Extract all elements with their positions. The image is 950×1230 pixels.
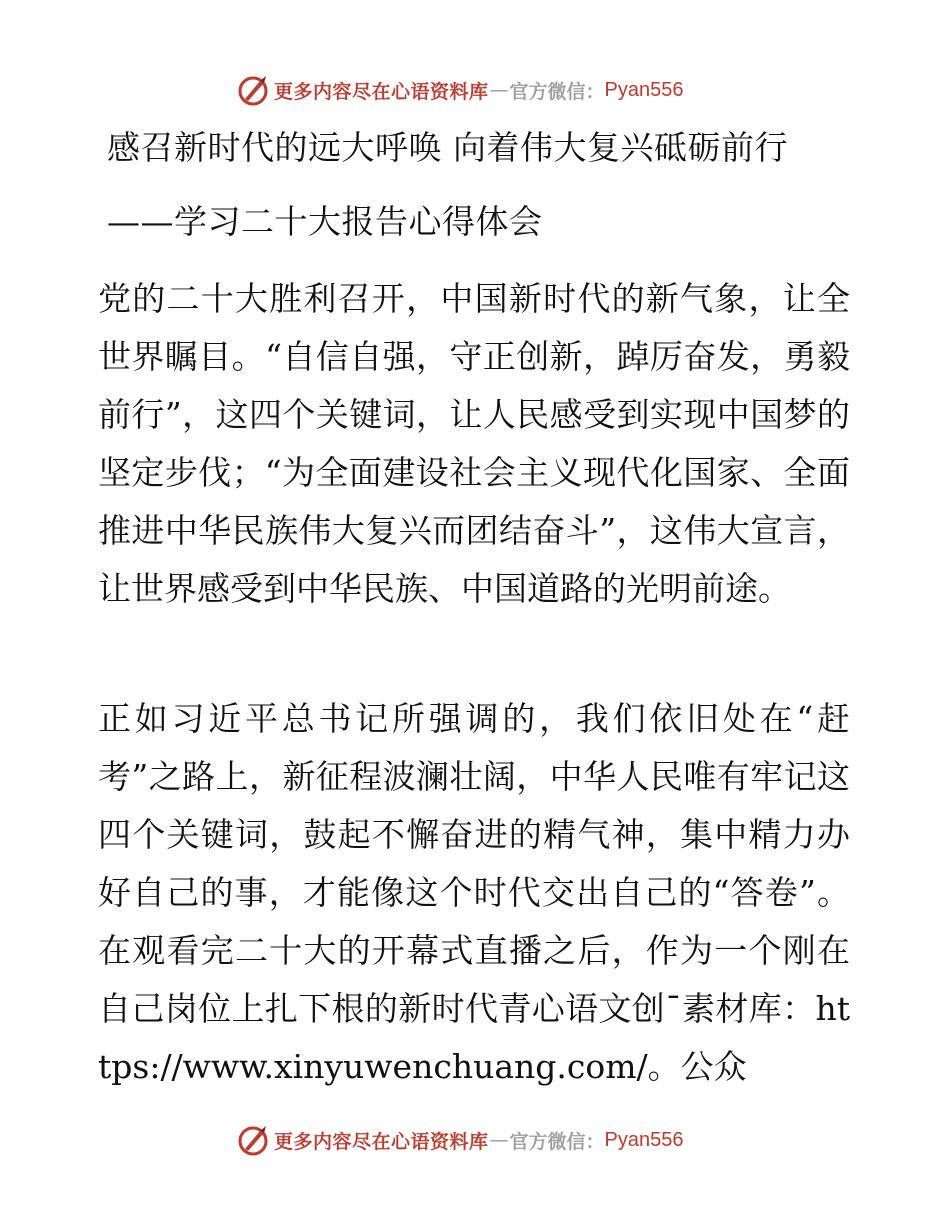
- header-banner: [236, 70, 684, 110]
- footer-banner: [236, 1120, 684, 1160]
- document-title: 感召新时代的远大呼唤 向着伟大复兴砥砺前行: [107, 128, 788, 167]
- header-dash: —: [489, 79, 509, 101]
- paragraph-2: 正如习近平总书记所强调的，我们依旧处在“赶考”之路上，新征程波澜壮阔，中华人民唯有牢记这四个关键词，鼓起不懈奋进的精气神，集中精力办好自己的事，才能像这个时代交出自己的“答卷”。在观看完二十大的开幕式直播之后，作为一个刚在自己岗位上扎下根的新时代青心语文创¯素材库：https://www.xinyuwenchuang.com/。公众: [98, 699, 850, 1086]
- header-site-text: 更多内容尽在心语资料库: [274, 80, 489, 103]
- quill-logo-icon: [236, 1123, 270, 1157]
- footer-site-text: 更多内容尽在心语资料库: [274, 1130, 489, 1153]
- quill-logo-icon: [236, 73, 270, 107]
- header-wechat-label: 官方微信：: [509, 80, 605, 103]
- header-wechat-id: Pyan556: [604, 78, 684, 101]
- paragraph-1: 党的二十大胜利召开，中国新时代的新气象，让全世界瞩目。“自信自强，守正创新，踔厉奋发，勇毅前行”，这四个关键词，让人民感受到实现中国梦的坚定步伐；“为全面建设社会主义现代化国家、全面推进中华民族伟大复兴而团结奋斗”，这伟大宣言，让世界感受到中华民族、中国道路的光明前途。: [98, 279, 850, 608]
- footer-wechat-id: Pyan556: [604, 1128, 684, 1151]
- document-subtitle: ——学习二十大报告心得体会: [107, 202, 543, 241]
- footer-dash: —: [489, 1129, 509, 1151]
- footer-wechat-label: 官方微信：: [509, 1130, 605, 1153]
